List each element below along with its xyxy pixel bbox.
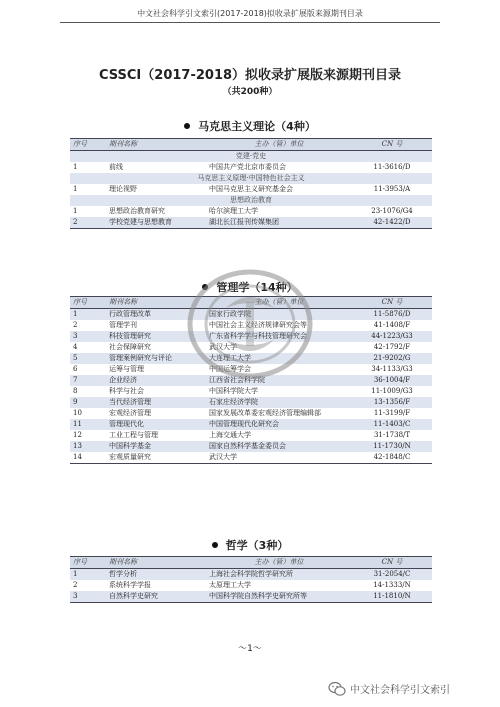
cell-num: 3 [70,331,106,342]
cell-cn: 14-1333/N [373,581,411,589]
cell-cn: 13-1356/F [352,397,432,408]
cell-sponsor: 上海社会科学院哲学研究所 [206,569,352,581]
col-header-num: 序号 [70,139,106,151]
table-header-row [70,139,432,151]
cell-cn: 11-1810/N [352,591,432,603]
cell-cn: 23-1076/G4 [371,207,413,215]
cell-name: 自然科学史研究 [106,591,206,603]
journal-table-philosophy [70,556,432,603]
group-label: 党建·党史 [70,151,432,163]
cell-cn: 31-2054/C [352,569,432,581]
cell-sponsor: 中国科学院自然科学史研究所等 [206,591,352,603]
cell-name: 管理现代化 [106,419,206,430]
table-row [70,386,432,397]
bullet-icon [212,542,218,548]
cell-num: 6 [73,365,78,373]
col-header-name: 期刊名称 [106,297,206,309]
cell-num: 4 [73,343,78,351]
cell-name: 企业经济 [106,375,206,386]
cell-num: 1 [73,207,78,215]
cell-num: 2 [70,217,106,229]
cell-sponsor: 中国管理现代化研究会 [206,419,352,430]
cell-sponsor: 广东省科学学与科技管理研究会 [206,331,352,342]
cell-sponsor: 哈尔滨理工大学 [209,207,258,215]
section-title-marxism [0,118,500,134]
cell-cn: 31-1738/T [373,431,411,439]
cell-sponsor: 中国运筹学会 [209,365,251,373]
cell-cn: 36-1004/F [352,375,432,386]
cell-name: 科技管理研究 [106,331,206,342]
cell-name: 中国科学基金 [106,441,206,452]
page-number: ～1～ [238,644,262,654]
cell-num: 5 [70,353,106,364]
col-header-sponsor: 主办（管）单位 [206,557,352,569]
table-row [70,397,432,408]
col-header-cn: CN 号 [352,139,432,151]
document-subtitle: （共200种） [222,87,278,97]
cell-cn: 11-1009/G3 [371,387,413,395]
cell-num: 2 [73,581,78,589]
cell-name: 运筹与管理 [109,365,144,373]
cell-sponsor: 国家行政学院 [206,309,352,321]
cell-cn: 41-1408/F [373,321,411,329]
cell-num: 11 [70,419,106,430]
document-title: CSSCI（2017-2018）拟收录扩展版来源期刊目录 [98,68,402,83]
cell-cn: 21-9202/G [352,353,432,364]
col-header-cn: CN 号 [352,557,432,569]
cell-sponsor: 上海交通大学 [209,431,251,439]
cell-num: 13 [70,441,106,452]
cell-name: 社会保障研究 [109,343,151,351]
cell-sponsor: 大连理工大学 [206,353,352,364]
running-head: 中文社会科学引文索引(2017-2018)拟收录扩展版来源期刊目录 [60,8,440,23]
group-label: 马克思主义原理·中国特色社会主义 [70,173,432,184]
cell-sponsor: 国家自然科学基金委员会 [206,441,352,452]
col-header-name: 期刊名称 [106,557,206,569]
table-row [70,569,432,581]
cell-sponsor: 湖北长江报刊传媒集团 [206,217,352,229]
cell-sponsor: 武汉大学 [209,343,237,351]
cell-sponsor: 国家发展改革委宏观经济管理编辑部 [209,409,321,417]
cell-cn: 11-3953/A [373,185,411,193]
table-group-row [70,195,432,206]
cell-name: 宏观质量研究 [106,452,206,464]
cell-name: 理论视野 [109,185,137,193]
col-header-num: 序号 [70,557,106,569]
cell-cn: 44-1223/G3 [352,331,432,342]
cell-sponsor: 石家庄经济学院 [206,397,352,408]
table-row [70,441,432,452]
cell-num: 8 [73,387,78,395]
cell-cn: 11-1730/N [352,441,432,452]
section-title-philosophy [0,537,500,553]
cell-num: 7 [70,375,106,386]
col-header-cn: CN 号 [352,297,432,309]
cell-num: 12 [73,431,82,439]
section-title-text: 管理学（14种） [216,281,298,294]
table-row [70,408,432,419]
cell-name: 工业工程与管理 [109,431,158,439]
cell-name: 宏观经济管理 [109,409,151,417]
cell-num: 1 [70,569,106,581]
cell-cn: 11-3199/F [373,409,411,417]
group-label: 思想政治教育 [70,195,432,206]
cell-num: 14 [70,452,106,464]
cell-sponsor: 江西省社会科学院 [206,375,352,386]
table-group-row [70,173,432,184]
cell-name: 前线 [109,163,123,171]
cell-num: 3 [70,591,106,603]
cell-num: 9 [70,397,106,408]
cell-name: 当代经济管理 [106,397,206,408]
cell-cn: 34-1133/G3 [371,365,413,373]
cell-name: 哲学分析 [106,569,206,581]
table-row [70,162,432,173]
cell-name: 思想政治教育研究 [109,207,165,215]
table-group-row [70,151,432,163]
cell-sponsor: 中国科学院大学 [209,387,258,395]
table-row [70,580,432,591]
cell-sponsor: 太原理工大学 [209,581,251,589]
cell-num: 1 [73,185,78,193]
cell-cn: 11-1403/C [352,419,432,430]
table-row [70,430,432,441]
cell-cn: 11-5876/D [352,309,432,321]
cell-name: 管理学刊 [109,321,137,329]
cell-cn: 42-1422/D [352,217,432,229]
cell-num: 10 [73,409,82,417]
table-row [70,206,432,217]
table-header-row [70,557,432,569]
table-row [70,591,432,603]
cell-sponsor: 中国共产党北京市委员会 [209,163,286,171]
table-row [70,184,432,195]
cell-num: 1 [70,309,106,321]
cell-num: 1 [73,163,78,171]
watermark-logo-icon [186,268,314,380]
cell-sponsor: 武汉大学 [206,452,352,464]
cell-sponsor: 中国马克思主义研究基金会 [209,185,293,193]
col-header-num: 序号 [70,297,106,309]
journal-table-marxism [70,138,432,229]
section-title-text: 马克思主义理论（4种） [198,120,316,133]
col-header-name: 期刊名称 [106,139,206,151]
cell-num: 2 [73,321,78,329]
cell-name: 学校党建与思想教育 [106,217,206,229]
footer-brand: 中文社会科学引文索引 [350,685,450,696]
col-header-sponsor: 主办（管）单位 [206,139,352,151]
cell-cn: 42-1792/F [373,343,411,351]
bullet-icon [184,123,190,129]
cell-cn: 42-1848/C [352,452,432,464]
table-row [70,419,432,430]
wechat-logo-icon [328,681,346,697]
cell-name: 系统科学学报 [109,581,151,589]
cell-name: 管理案例研究与评论 [106,353,206,364]
cell-cn: 11-3616/D [373,163,411,171]
cell-sponsor: 中国社会主义经济规律研究会等 [209,321,307,329]
table-row [70,217,432,229]
col-header-sponsor: 主办（管）单位 [206,297,352,309]
cell-name: 科学与社会 [109,387,144,395]
table-row [70,452,432,464]
section-title-text: 哲学（3种） [225,539,289,552]
cell-name: 行政管理改革 [106,309,206,321]
